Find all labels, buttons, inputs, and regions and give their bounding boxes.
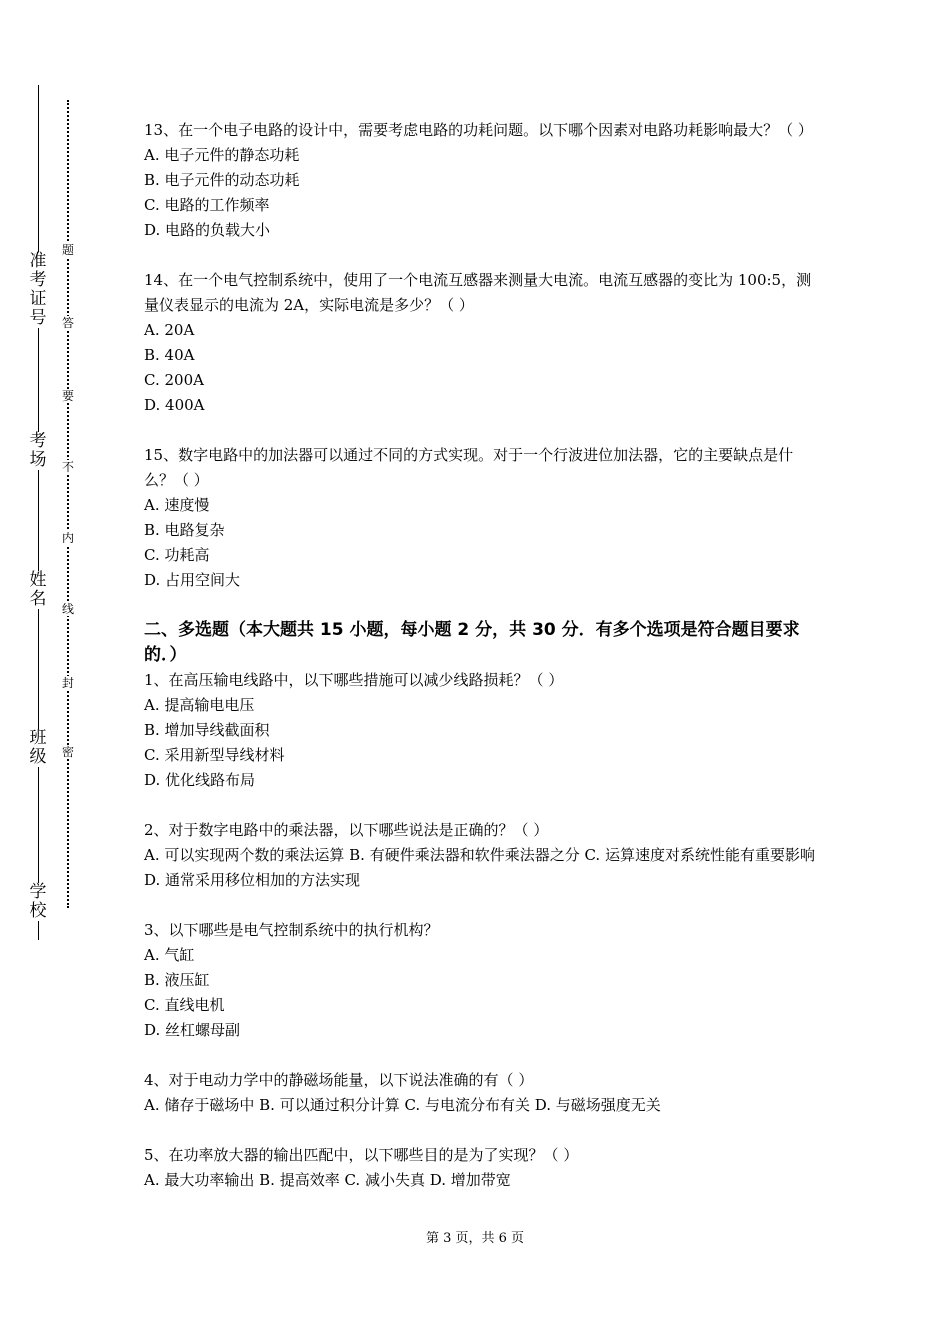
seal-char: 线 xyxy=(61,602,74,616)
option-c: C. 电路的工作频率 xyxy=(144,196,270,214)
page-footer: 第 3 页，共 6 页 xyxy=(425,1231,525,1246)
option-d: D. 优化线路布局 xyxy=(144,771,256,789)
option-d: D. 占用空间大 xyxy=(144,571,241,589)
mc-question-2 xyxy=(144,818,816,893)
question-stem: 4、对于电动力学中的静磁场能量，以下说法准确的有（ ） xyxy=(144,1071,534,1089)
option-a: A. 电子元件的静态功耗 xyxy=(144,146,300,164)
field-class: 班级 xyxy=(22,729,54,767)
seal-char: 要 xyxy=(61,389,74,403)
seal-char: 不 xyxy=(61,460,74,474)
seal-char: 答 xyxy=(61,316,74,330)
mc-question-4 xyxy=(144,1068,816,1118)
options-inline: A. 可以实现两个数的乘法运算 B. 有硬件乘法器和软件乘法器之分 C. 运算速度对系统性能有重要影响 D. 通常采用移位相加的方法实现 xyxy=(144,846,815,889)
option-d: D. 400A xyxy=(144,396,205,414)
option-a: A. 20A xyxy=(144,321,195,339)
seal-dotted-line xyxy=(67,100,69,908)
question-stem: 2、对于数字电路中的乘法器，以下哪些说法是正确的？（ ） xyxy=(144,821,549,839)
question-stem: 14、在一个电气控制系统中，使用了一个电流互感器来测量大电流。电流互感器的变比为 100:5，测量仪表显示的电流为 2A，实际电流是多少？（ ） xyxy=(144,271,812,314)
binding-margin xyxy=(0,0,110,1344)
option-b: B. 增加导线截面积 xyxy=(144,721,270,739)
seal-char: 题 xyxy=(61,243,74,257)
seal-char: 内 xyxy=(61,531,74,545)
field-school: 学校 xyxy=(22,883,54,921)
mc-question-5 xyxy=(144,1143,816,1193)
seal-char: 密 xyxy=(61,745,74,759)
field-name: 姓名 xyxy=(22,571,54,609)
section-title-multiple-choice: 二、多选题（本大题共 15 小题，每小题 2 分，共 30 分．有多个选项是符合题目要求的．） xyxy=(144,620,800,665)
option-d: D. 丝杠螺母副 xyxy=(144,1021,241,1039)
question-15 xyxy=(144,443,816,593)
question-stem: 3、以下哪些是电气控制系统中的执行机构？ xyxy=(144,921,439,939)
question-14 xyxy=(144,268,816,418)
question-stem: 13、在一个电子电路的设计中，需要考虑电路的功耗问题。以下哪个因素对电路功耗影响最大？（ ） xyxy=(144,121,813,139)
question-stem: 5、在功率放大器的输出匹配中，以下哪些目的是为了实现？（ ） xyxy=(144,1146,579,1164)
option-c: C. 200A xyxy=(144,371,204,389)
option-b: B. 电子元件的动态功耗 xyxy=(144,171,300,189)
option-a: A. 速度慢 xyxy=(144,496,210,514)
options-inline: A. 储存于磁场中 B. 可以通过积分计算 C. 与电流分布有关 D. 与磁场强度无关 xyxy=(144,1096,661,1114)
binding-solid-line xyxy=(38,85,39,940)
field-exam-id: 准考证号 xyxy=(22,252,54,328)
question-stem: 1、在高压输电线路中，以下哪些措施可以减少线路损耗？（ ） xyxy=(144,671,564,689)
option-c: C. 功耗高 xyxy=(144,546,210,564)
field-exam-room: 考场 xyxy=(22,432,54,470)
options-inline: A. 最大功率输出 B. 提高效率 C. 减小失真 D. 增加带宽 xyxy=(144,1171,511,1189)
question-13 xyxy=(144,118,816,243)
question-stem: 15、数字电路中的加法器可以通过不同的方式实现。对于一个行波进位加法器，它的主要缺点是什么？（ ） xyxy=(144,446,794,489)
option-b: B. 电路复杂 xyxy=(144,521,225,539)
option-a: A. 气缸 xyxy=(144,946,195,964)
option-b: B. 液压缸 xyxy=(144,971,210,989)
option-c: C. 直线电机 xyxy=(144,996,225,1014)
mc-question-3 xyxy=(144,918,816,1043)
option-b: B. 40A xyxy=(144,346,195,364)
option-d: D. 电路的负载大小 xyxy=(144,221,271,239)
seal-char: 封 xyxy=(61,676,74,690)
exam-content xyxy=(144,118,816,1218)
option-c: C. 采用新型导线材料 xyxy=(144,746,285,764)
option-a: A. 提高输电电压 xyxy=(144,696,255,714)
mc-question-1 xyxy=(144,668,816,793)
